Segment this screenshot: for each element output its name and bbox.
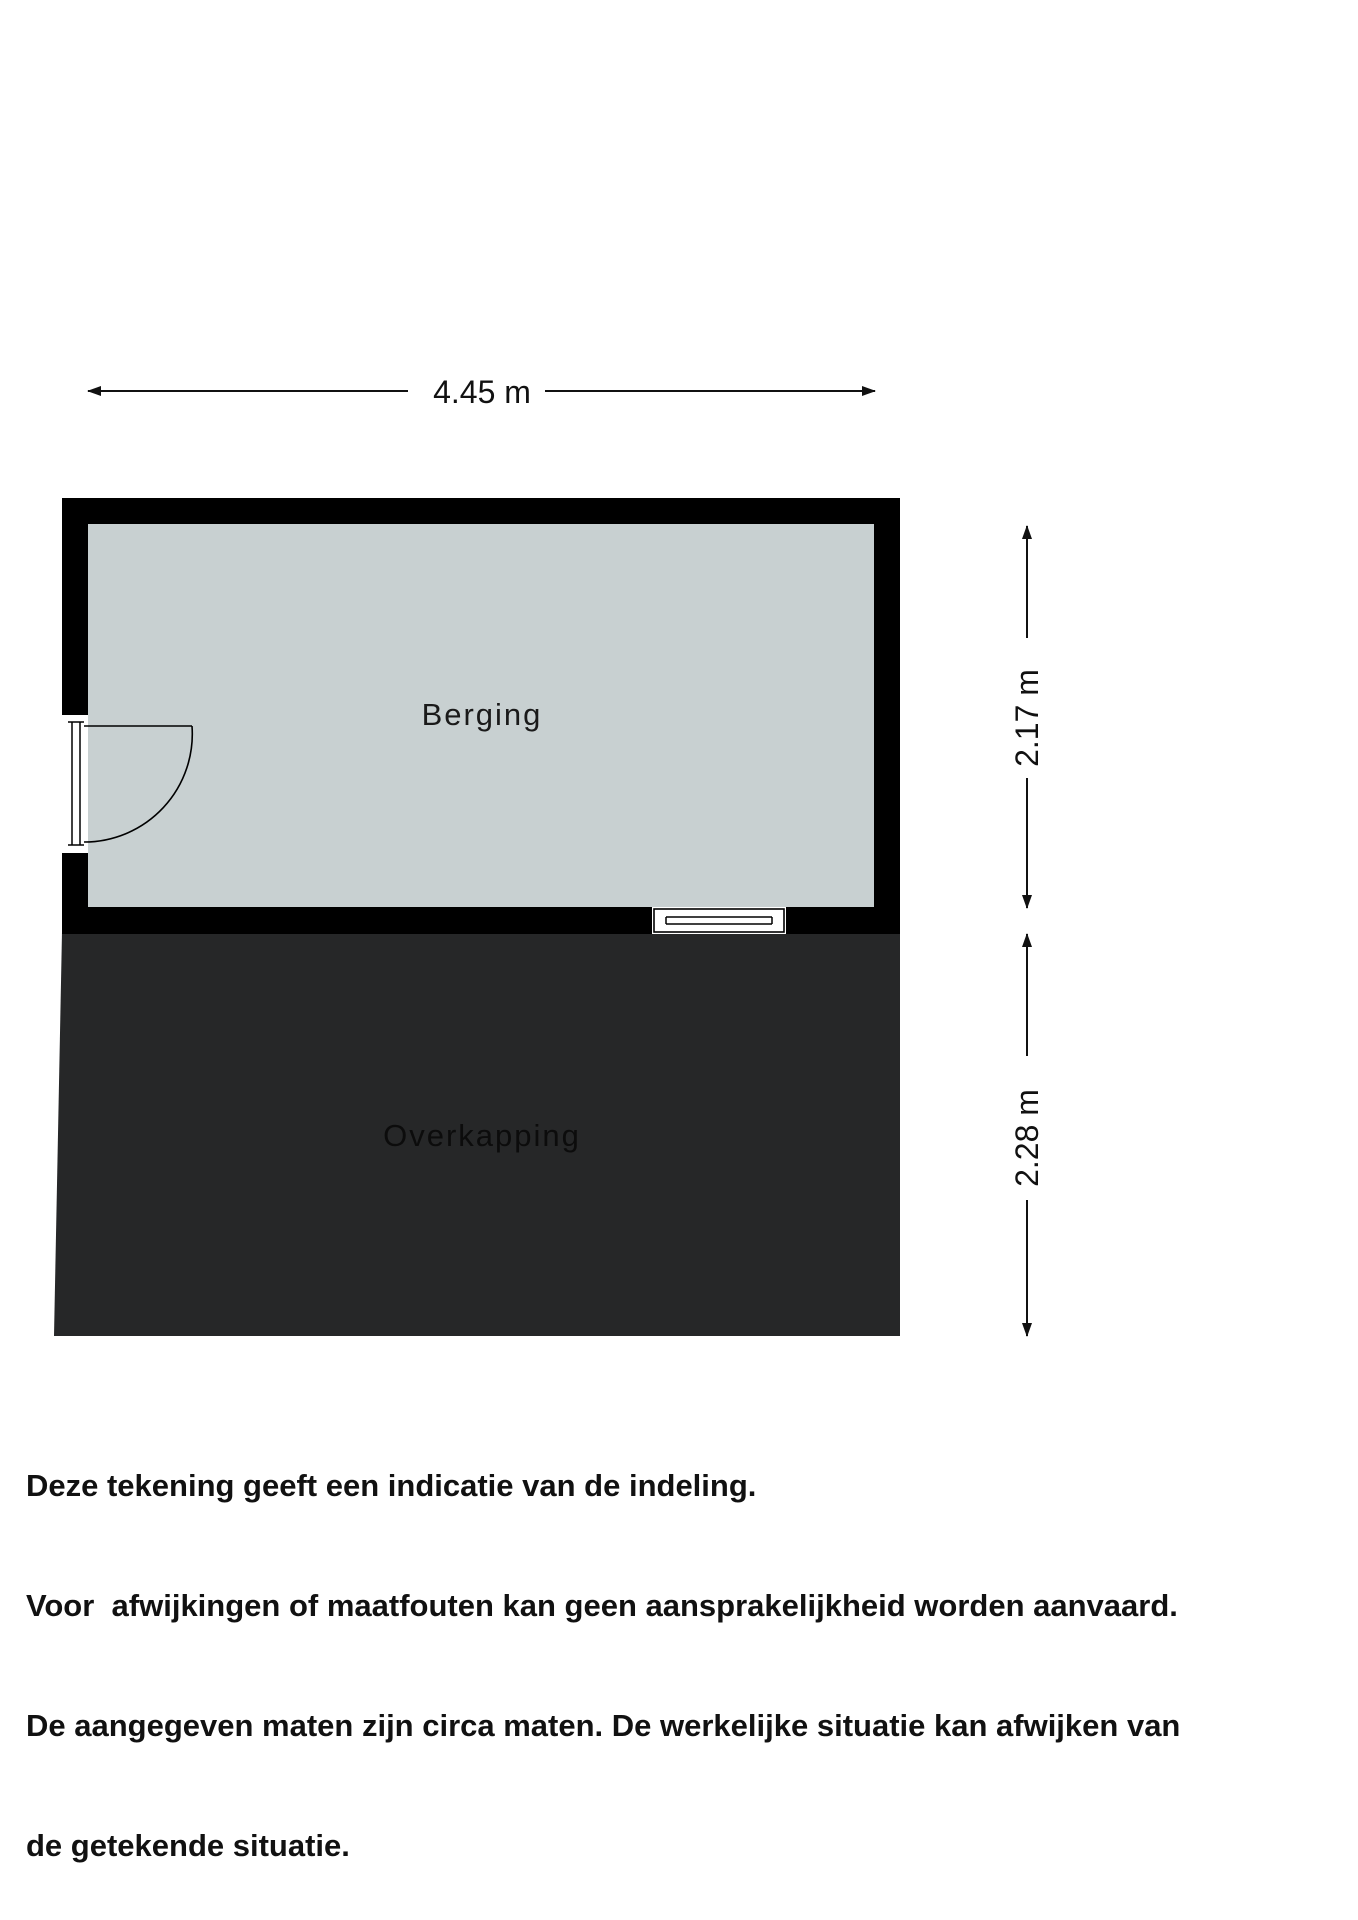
disclaimer-line: de getekende situatie. <box>26 1828 350 1863</box>
disclaimer-line: Voor afwijkingen of maatfouten kan geen aansprakelijkheid worden aanvaard. <box>26 1588 1178 1623</box>
berging-depth-label: 2.17 m <box>1009 669 1045 767</box>
berging-depth-dimension <box>1009 526 1045 908</box>
overkapping-depth-label: 2.28 m <box>1009 1089 1045 1187</box>
disclaimer-line: Deze tekening geeft een indicatie van de indeling. <box>26 1468 757 1503</box>
disclaimer-text <box>26 1386 1346 1906</box>
berging-label: Berging <box>421 697 543 732</box>
door-opening <box>62 714 88 854</box>
overkapping-label: Overkapping <box>383 1118 581 1153</box>
window-opening <box>652 907 786 934</box>
width-dimension <box>88 374 875 410</box>
width-dimension-label: 4.45 m <box>433 374 531 410</box>
disclaimer-line: De aangegeven maten zijn circa maten. De werkelijke situatie kan afwijken van <box>26 1708 1181 1743</box>
overkapping-depth-dimension <box>1009 934 1045 1336</box>
window <box>652 907 786 934</box>
